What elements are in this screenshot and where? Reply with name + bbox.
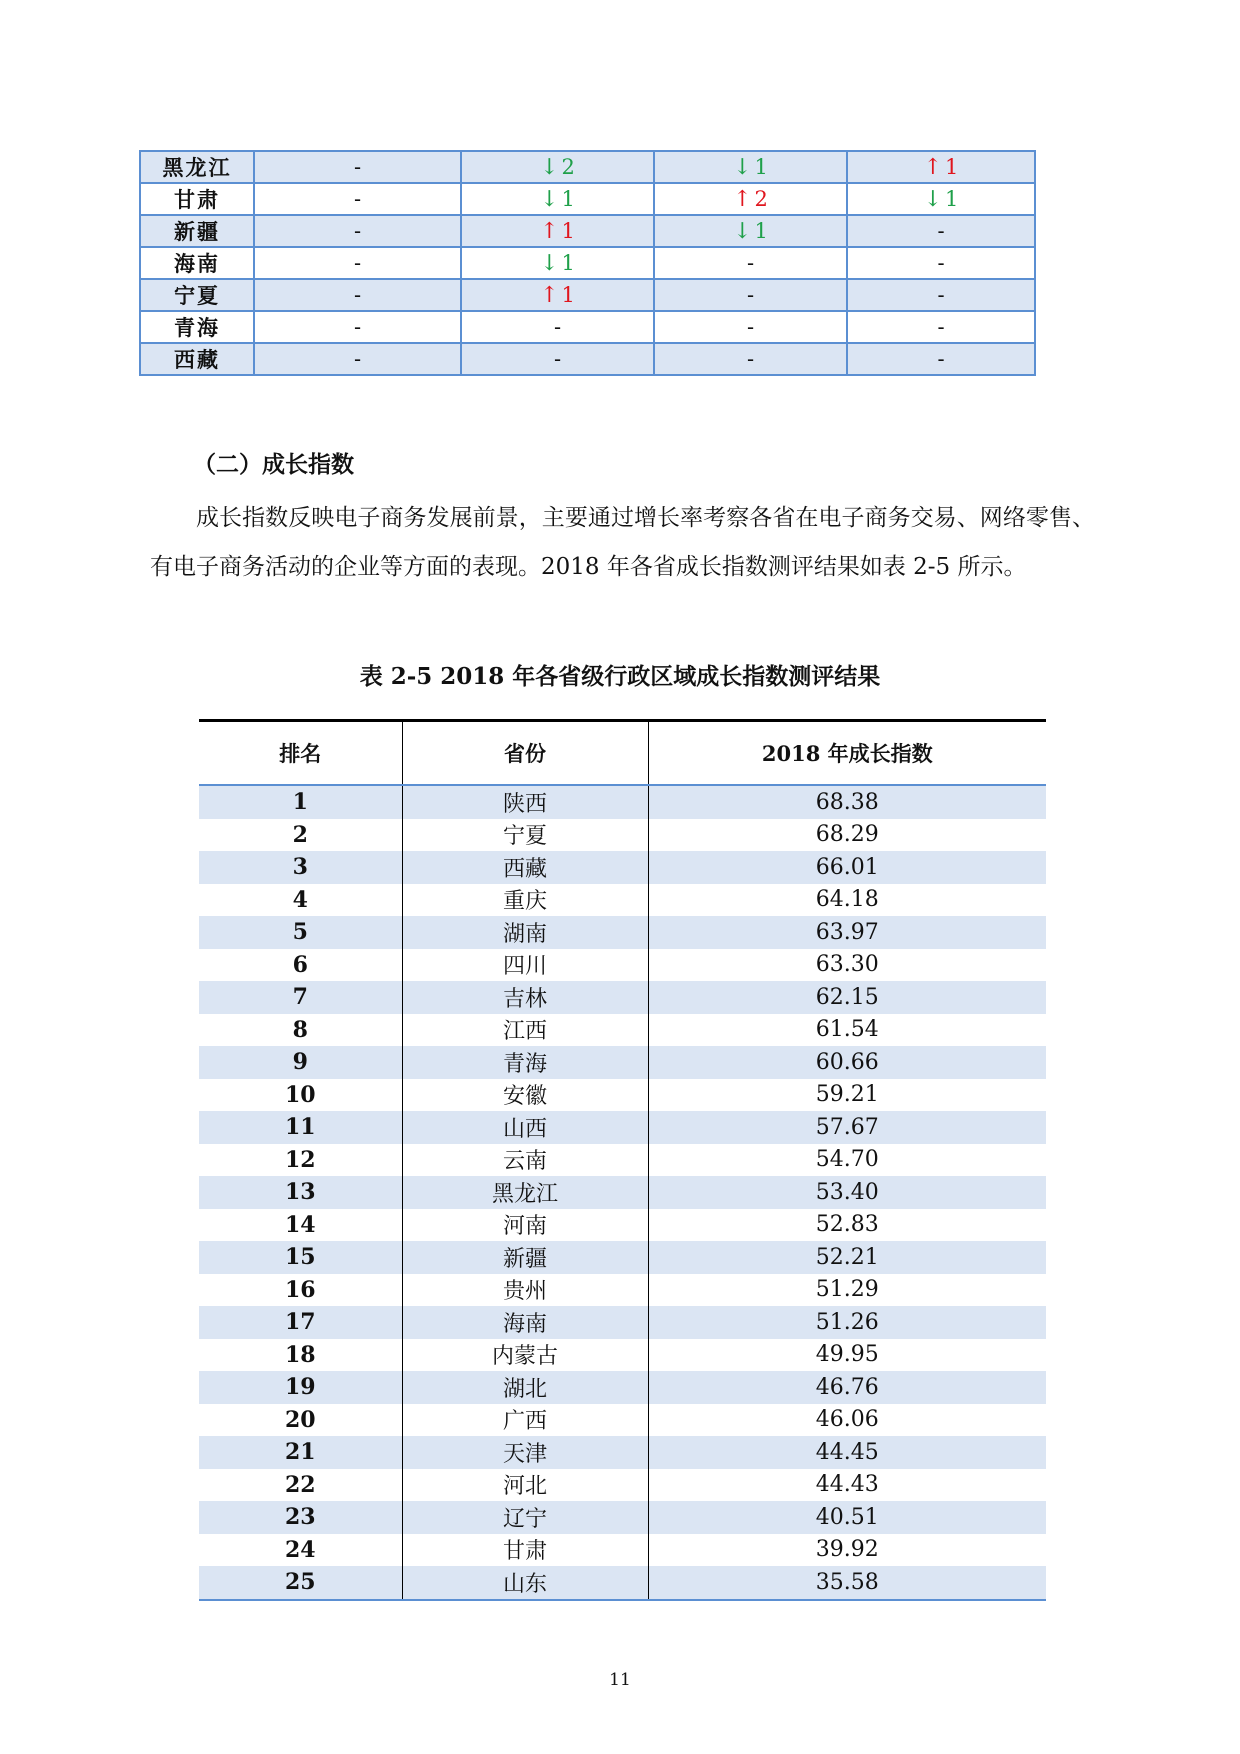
arrow-down-icon: ↓ [733, 218, 752, 244]
province-cell: 辽宁 [402, 1501, 648, 1534]
province-cell: 天津 [402, 1436, 648, 1469]
province-cell: 内蒙古 [402, 1339, 648, 1372]
rank-cell: 18 [199, 1339, 402, 1372]
growth-index-cell: 68.38 [648, 785, 1046, 819]
arrow-up-icon: ↑ [733, 186, 752, 212]
province-cell: 云南 [402, 1144, 648, 1177]
table-row [199, 785, 1046, 819]
table-row [199, 1046, 1046, 1079]
province-cell: 甘肃 [140, 183, 254, 215]
growth-index-cell: 51.26 [648, 1306, 1046, 1339]
table-row [140, 183, 1035, 215]
rank-cell: 22 [199, 1469, 402, 1502]
growth-index-cell: 46.76 [648, 1371, 1046, 1404]
province-cell: 河南 [402, 1209, 648, 1242]
rank-cell: 25 [199, 1566, 402, 1600]
table-row [140, 343, 1035, 375]
province-cell: 陕西 [402, 785, 648, 819]
change-cell [461, 247, 654, 279]
province-cell: 山东 [402, 1566, 648, 1600]
table-row [199, 1144, 1046, 1177]
province-cell: 西藏 [140, 343, 254, 375]
change-cell: - [254, 343, 461, 375]
growth-index-cell: 54.70 [648, 1144, 1046, 1177]
change-cell: - [254, 151, 461, 183]
province-cell: 四川 [402, 949, 648, 982]
growth-index-cell: 63.30 [648, 949, 1046, 982]
province-cell: 重庆 [402, 884, 648, 917]
table-row [140, 311, 1035, 343]
growth-index-cell: 53.40 [648, 1176, 1046, 1209]
growth-index-cell: 39.92 [648, 1534, 1046, 1567]
province-cell: 宁夏 [402, 819, 648, 852]
growth-index-cell: 44.43 [648, 1469, 1046, 1502]
change-cell: - [461, 311, 654, 343]
table-row [199, 1111, 1046, 1144]
province-cell: 安徽 [402, 1079, 648, 1112]
province-cell: 吉林 [402, 981, 648, 1014]
table-row [199, 1306, 1046, 1339]
province-cell: 山西 [402, 1111, 648, 1144]
table-caption: 表 2-5 2018 年各省级行政区域成长指数测评结果 [359, 663, 881, 690]
table-row [199, 916, 1046, 949]
growth-index-table [199, 719, 1046, 1601]
rank-cell: 10 [199, 1079, 402, 1112]
table-row [199, 851, 1046, 884]
growth-index-cell: 44.45 [648, 1436, 1046, 1469]
table-row [199, 1436, 1046, 1469]
table-row [199, 819, 1046, 852]
table-row [199, 1079, 1046, 1112]
table-row [199, 1566, 1046, 1600]
table-row [140, 151, 1035, 183]
page-number: 11 [609, 1670, 631, 1690]
province-cell: 黑龙江 [140, 151, 254, 183]
change-value: 1 [754, 218, 768, 243]
change-value: 1 [945, 186, 959, 211]
growth-index-cell: 66.01 [648, 851, 1046, 884]
rank-cell: 3 [199, 851, 402, 884]
table-row [199, 1534, 1046, 1567]
arrow-down-icon: ↓ [923, 186, 943, 212]
table-row [199, 1469, 1046, 1502]
change-cell: - [254, 279, 461, 311]
arrow-down-icon: ↓ [540, 154, 559, 180]
body-paragraph: 成长指数反映电子商务发展前景，主要通过增长率考察各省在电子商务交易、网络零售、有电子商务活动的企业等方面的表现。2018 年各省成长指数测评结果如表 2-5 所示。 [150, 505, 1095, 580]
change-cell [654, 215, 847, 247]
growth-index-cell: 49.95 [648, 1339, 1046, 1372]
table-row [199, 1404, 1046, 1437]
province-cell: 黑龙江 [402, 1176, 648, 1209]
change-value: 1 [754, 154, 768, 179]
rank-cell: 19 [199, 1371, 402, 1404]
rank-cell: 9 [199, 1046, 402, 1079]
change-value: 2 [561, 154, 575, 179]
change-value: 1 [561, 282, 575, 307]
change-value: 1 [561, 250, 575, 275]
table-row [199, 1014, 1046, 1047]
rank-cell: 2 [199, 819, 402, 852]
rank-cell: 13 [199, 1176, 402, 1209]
table-header-row [199, 721, 1046, 786]
arrow-up-icon: ↑ [540, 218, 559, 244]
change-value: 1 [561, 218, 575, 243]
change-cell: - [254, 247, 461, 279]
province-cell: 广西 [402, 1404, 648, 1437]
change-cell: - [654, 311, 847, 343]
rank-cell: 12 [199, 1144, 402, 1177]
table-row [199, 1176, 1046, 1209]
change-cell [654, 151, 847, 183]
table-row [199, 1371, 1046, 1404]
growth-index-cell: 61.54 [648, 1014, 1046, 1047]
arrow-up-icon: ↑ [540, 282, 559, 308]
change-cell: - [254, 215, 461, 247]
change-value: 2 [754, 186, 768, 211]
change-value: 1 [945, 154, 959, 179]
table-row [140, 215, 1035, 247]
rank-cell: 16 [199, 1274, 402, 1307]
change-cell: - [654, 343, 847, 375]
growth-index-cell: 51.29 [648, 1274, 1046, 1307]
growth-index-cell: 64.18 [648, 884, 1046, 917]
growth-index-cell: 62.15 [648, 981, 1046, 1014]
province-cell: 宁夏 [140, 279, 254, 311]
table-row [199, 1241, 1046, 1274]
table-row [199, 1501, 1046, 1534]
growth-index-cell: 60.66 [648, 1046, 1046, 1079]
rank-cell: 11 [199, 1111, 402, 1144]
header-rank: 排名 [199, 721, 402, 786]
header-growth-index: 2018 年成长指数 [648, 721, 1046, 786]
change-cell: - [847, 215, 1035, 247]
change-cell: - [847, 311, 1035, 343]
growth-index-cell: 46.06 [648, 1404, 1046, 1437]
change-cell [461, 183, 654, 215]
table-row [199, 1339, 1046, 1372]
rank-cell: 15 [199, 1241, 402, 1274]
table-row [140, 247, 1035, 279]
rank-cell: 21 [199, 1436, 402, 1469]
growth-index-cell: 68.29 [648, 819, 1046, 852]
table-row [140, 279, 1035, 311]
change-cell: - [847, 247, 1035, 279]
province-cell: 青海 [402, 1046, 648, 1079]
growth-index-cell: 35.58 [648, 1566, 1046, 1600]
rank-cell: 17 [199, 1306, 402, 1339]
table-row [199, 981, 1046, 1014]
rank-cell: 5 [199, 916, 402, 949]
table-row [199, 1274, 1046, 1307]
rank-cell: 7 [199, 981, 402, 1014]
change-cell [461, 215, 654, 247]
arrow-down-icon: ↓ [540, 186, 559, 212]
province-cell: 青海 [140, 311, 254, 343]
growth-index-cell: 40.51 [648, 1501, 1046, 1534]
province-cell: 河北 [402, 1469, 648, 1502]
change-cell [461, 279, 654, 311]
province-cell: 新疆 [140, 215, 254, 247]
province-cell: 西藏 [402, 851, 648, 884]
arrow-down-icon: ↓ [540, 250, 559, 276]
province-cell: 新疆 [402, 1241, 648, 1274]
arrow-up-icon: ↑ [923, 154, 943, 180]
province-cell: 湖北 [402, 1371, 648, 1404]
change-cell [847, 151, 1035, 183]
change-cell [847, 183, 1035, 215]
change-cell: - [654, 279, 847, 311]
growth-index-cell: 52.21 [648, 1241, 1046, 1274]
rank-cell: 23 [199, 1501, 402, 1534]
change-cell [461, 151, 654, 183]
rank-cell: 14 [199, 1209, 402, 1242]
change-cell: - [654, 247, 847, 279]
province-cell: 甘肃 [402, 1534, 648, 1567]
province-cell: 海南 [402, 1306, 648, 1339]
arrow-down-icon: ↓ [733, 154, 752, 180]
change-cell: - [254, 311, 461, 343]
rank-cell: 20 [199, 1404, 402, 1437]
table-row [199, 884, 1046, 917]
ranking-change-table [139, 150, 1036, 376]
rank-cell: 24 [199, 1534, 402, 1567]
change-cell: - [461, 343, 654, 375]
change-cell: - [254, 183, 461, 215]
change-cell: - [847, 343, 1035, 375]
change-cell: - [847, 279, 1035, 311]
rank-cell: 4 [199, 884, 402, 917]
growth-index-cell: 52.83 [648, 1209, 1046, 1242]
growth-index-cell: 59.21 [648, 1079, 1046, 1112]
section-heading: （二）成长指数 [193, 451, 354, 478]
province-cell: 湖南 [402, 916, 648, 949]
change-value: 1 [561, 186, 575, 211]
province-cell: 贵州 [402, 1274, 648, 1307]
growth-index-cell: 57.67 [648, 1111, 1046, 1144]
province-cell: 江西 [402, 1014, 648, 1047]
table-row [199, 1209, 1046, 1242]
rank-cell: 8 [199, 1014, 402, 1047]
table-row [199, 949, 1046, 982]
growth-index-cell: 63.97 [648, 916, 1046, 949]
rank-cell: 6 [199, 949, 402, 982]
header-province: 省份 [402, 721, 648, 786]
change-cell [654, 183, 847, 215]
province-cell: 海南 [140, 247, 254, 279]
rank-cell: 1 [199, 785, 402, 819]
